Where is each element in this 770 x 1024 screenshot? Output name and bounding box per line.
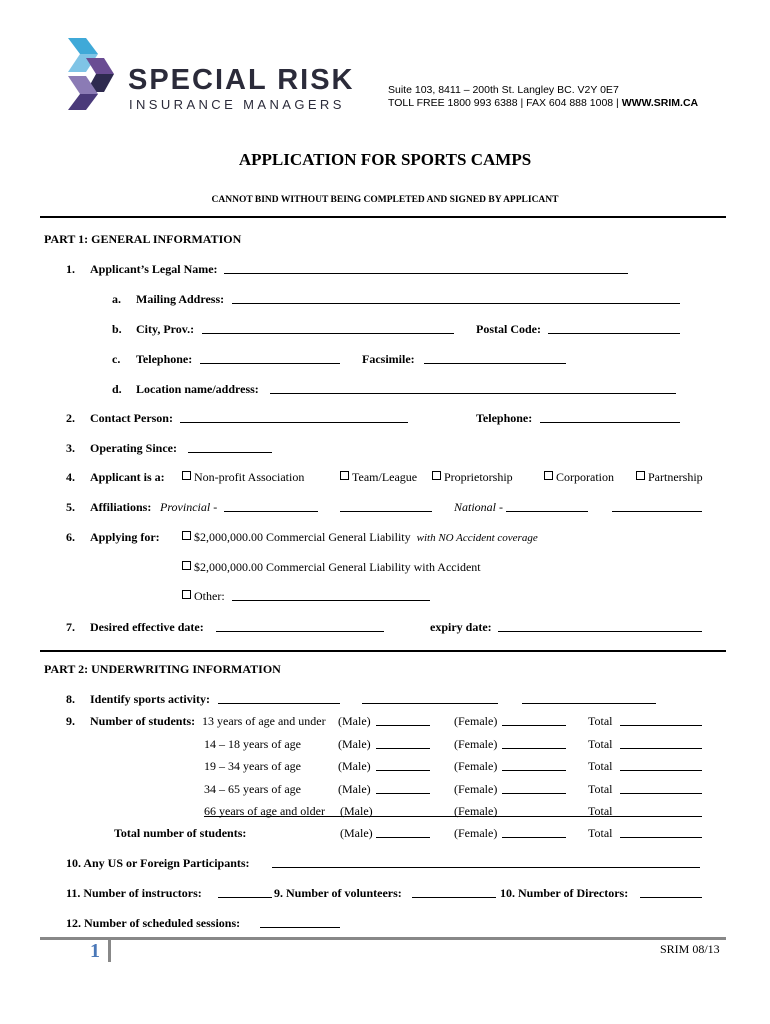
contact-telephone-field[interactable] bbox=[540, 422, 680, 423]
sports-activity-field-3[interactable] bbox=[522, 703, 656, 704]
cgl-no-accident-note: with NO Accident coverage bbox=[416, 532, 538, 544]
q8-label: Identify sports activity: bbox=[90, 692, 210, 706]
q1b-number: b. bbox=[112, 322, 122, 336]
location-field[interactable] bbox=[270, 393, 676, 394]
q9-number: 9. bbox=[66, 714, 75, 728]
cgl-accident-label: $2,000,000.00 Commercial General Liability with Accident bbox=[194, 560, 481, 574]
national-field[interactable] bbox=[506, 511, 588, 512]
option-team-label: Team/League bbox=[352, 470, 418, 484]
q1c-number: c. bbox=[112, 352, 121, 366]
age-row-label: 19 – 34 years of age bbox=[204, 759, 301, 773]
checkbox-icon[interactable] bbox=[340, 471, 349, 480]
q1d-number: d. bbox=[112, 382, 122, 396]
option-proprietorship-label: Proprietorship bbox=[444, 470, 513, 484]
q4-number: 4. bbox=[66, 470, 75, 484]
age-row-label: 13 years of age and under bbox=[202, 714, 326, 728]
checkbox-icon[interactable] bbox=[432, 471, 441, 480]
total-field[interactable] bbox=[620, 770, 702, 771]
directors-label: 10. Number of Directors: bbox=[500, 886, 629, 900]
facsimile-label: Facsimile: bbox=[362, 352, 415, 366]
option-team-league[interactable] bbox=[340, 470, 417, 485]
q2-number: 2. bbox=[66, 411, 75, 425]
male-field[interactable] bbox=[376, 748, 430, 749]
q1a-number: a. bbox=[112, 292, 121, 306]
option-corporation-label: Corporation bbox=[556, 470, 614, 484]
total-label: Total bbox=[588, 714, 613, 728]
option-partnership-label: Partnership bbox=[648, 470, 703, 484]
age-row-label: 34 – 65 years of age bbox=[204, 782, 301, 796]
grand-total-field[interactable] bbox=[620, 837, 702, 838]
option-cgl-no-accident[interactable] bbox=[182, 530, 538, 545]
total-field[interactable] bbox=[620, 725, 702, 726]
female-label: (Female) bbox=[454, 782, 498, 796]
female-label: (Female) bbox=[454, 826, 498, 840]
cgl-no-accident-label: $2,000,000.00 Commercial General Liability bbox=[194, 530, 411, 544]
checkbox-icon[interactable] bbox=[636, 471, 645, 480]
q7-number: 7. bbox=[66, 620, 75, 634]
q1a-label: Mailing Address: bbox=[136, 292, 225, 306]
instructors-field[interactable] bbox=[218, 897, 272, 898]
footer-rule bbox=[40, 937, 726, 940]
checkbox-icon[interactable] bbox=[182, 590, 191, 599]
q2-label: Contact Person: bbox=[90, 411, 173, 425]
option-other[interactable] bbox=[182, 589, 225, 604]
directors-field[interactable] bbox=[640, 897, 702, 898]
male-field[interactable] bbox=[376, 793, 430, 794]
option-cgl-accident[interactable] bbox=[182, 560, 481, 575]
female-label: (Female) bbox=[454, 737, 498, 751]
checkbox-icon[interactable] bbox=[182, 561, 191, 570]
provincial-label: Provincial - bbox=[160, 500, 218, 514]
company-subname: INSURANCE MANAGERS bbox=[129, 97, 345, 112]
page-number: 1 bbox=[90, 940, 100, 962]
volunteers-field[interactable] bbox=[412, 897, 496, 898]
page-subtitle: CANNOT BIND WITHOUT BEING COMPLETED AND SIGNED BY APPLICANT bbox=[211, 195, 559, 205]
total-field[interactable] bbox=[620, 793, 702, 794]
option-nonprofit-label: Non-profit Association bbox=[194, 470, 305, 484]
female-label: (Female) bbox=[454, 804, 498, 818]
q11-label: 11. Number of instructors: bbox=[66, 886, 202, 900]
male-label: (Male) bbox=[338, 737, 371, 751]
q6-label: Applying for: bbox=[90, 530, 160, 544]
sports-activity-field-2[interactable] bbox=[362, 703, 498, 704]
female-field[interactable] bbox=[502, 793, 566, 794]
part2-heading: PART 2: UNDERWRITING INFORMATION bbox=[44, 662, 281, 676]
checkbox-icon[interactable] bbox=[544, 471, 553, 480]
checkbox-icon[interactable] bbox=[182, 531, 191, 540]
other-field[interactable] bbox=[232, 600, 430, 601]
age-row-label: 66 years of age and older bbox=[204, 804, 325, 818]
facsimile-field[interactable] bbox=[424, 363, 566, 364]
age-row-label: 14 – 18 years of age bbox=[204, 737, 301, 751]
total-label: Total bbox=[588, 782, 613, 796]
option-proprietorship[interactable] bbox=[432, 470, 513, 485]
company-address: Suite 103, 8411 – 200th St. Langley BC. V2Y 0E7 bbox=[388, 84, 619, 96]
contact-person-field[interactable] bbox=[180, 422, 408, 423]
q3-number: 3. bbox=[66, 441, 75, 455]
legal-name-field[interactable] bbox=[224, 273, 628, 274]
company-logo-icon bbox=[60, 36, 122, 112]
q1c-label: Telephone: bbox=[136, 352, 193, 366]
male-label: (Male) bbox=[338, 782, 371, 796]
q1d-label: Location name/address: bbox=[136, 382, 259, 396]
company-name: SPECIAL RISK bbox=[128, 64, 355, 96]
divider bbox=[40, 650, 726, 652]
female-field[interactable] bbox=[502, 748, 566, 749]
male-label: (Male) bbox=[338, 759, 371, 773]
mailing-address-field[interactable] bbox=[232, 303, 680, 304]
provincial-field-2[interactable] bbox=[340, 511, 432, 512]
q9-label: Number of students: bbox=[90, 714, 196, 728]
part1-heading: PART 1: GENERAL INFORMATION bbox=[44, 232, 242, 246]
national-field-2[interactable] bbox=[612, 511, 702, 512]
page-title: APPLICATION FOR SPORTS CAMPS bbox=[238, 150, 532, 169]
option-partnership[interactable] bbox=[636, 470, 703, 485]
website-link[interactable]: WWW.SRIM.CA bbox=[621, 97, 699, 109]
checkbox-icon[interactable] bbox=[182, 471, 191, 480]
total-label: Total bbox=[588, 759, 613, 773]
q3-label: Operating Since: bbox=[90, 441, 177, 455]
option-nonprofit[interactable] bbox=[182, 470, 304, 485]
postal-code-label: Postal Code: bbox=[476, 322, 541, 336]
city-prov-field[interactable] bbox=[202, 333, 454, 334]
volunteers-label: 9. Number of volunteers: bbox=[274, 886, 402, 900]
q8-number: 8. bbox=[66, 692, 75, 706]
q12-label: 12. Number of scheduled sessions: bbox=[66, 916, 241, 930]
age-row-underline bbox=[204, 816, 702, 817]
q4-label: Applicant is a: bbox=[90, 470, 165, 484]
male-label: (Male) bbox=[338, 714, 371, 728]
q5-number: 5. bbox=[66, 500, 75, 514]
q5-label: Affiliations: bbox=[90, 500, 152, 514]
operating-since-field[interactable] bbox=[188, 452, 272, 453]
total-students-label: Total number of students: bbox=[114, 826, 247, 840]
expiry-date-label: expiry date: bbox=[430, 620, 492, 634]
female-field[interactable] bbox=[502, 725, 566, 726]
male-total-field[interactable] bbox=[376, 837, 430, 838]
total-label: Total bbox=[588, 826, 613, 840]
telephone-field[interactable] bbox=[200, 363, 340, 364]
scheduled-sessions-field[interactable] bbox=[260, 927, 340, 928]
company-contact bbox=[388, 97, 698, 109]
female-label: (Female) bbox=[454, 759, 498, 773]
effective-date-field[interactable] bbox=[216, 631, 384, 632]
q1-number: 1. bbox=[66, 262, 75, 276]
q10-label: 10. Any US or Foreign Participants: bbox=[66, 856, 250, 870]
female-label: (Female) bbox=[454, 714, 498, 728]
contact-telephone-label: Telephone: bbox=[476, 411, 533, 425]
male-field[interactable] bbox=[376, 770, 430, 771]
postal-code-field[interactable] bbox=[548, 333, 680, 334]
total-label: Total bbox=[588, 737, 613, 751]
option-corporation[interactable] bbox=[544, 470, 614, 485]
female-total-field[interactable] bbox=[502, 837, 566, 838]
expiry-date-field[interactable] bbox=[498, 631, 702, 632]
q6-number: 6. bbox=[66, 530, 75, 544]
foreign-participants-field[interactable] bbox=[272, 867, 700, 868]
male-field[interactable] bbox=[376, 725, 430, 726]
total-label: Total bbox=[588, 804, 613, 818]
form-code: SRIM 08/13 bbox=[660, 942, 720, 956]
q1b-label: City, Prov.: bbox=[136, 322, 195, 336]
male-label: (Male) bbox=[340, 804, 373, 818]
male-label: (Male) bbox=[340, 826, 373, 840]
q1-label: Applicant’s Legal Name: bbox=[90, 262, 218, 276]
footer-page-divider bbox=[108, 940, 111, 962]
provincial-field[interactable] bbox=[224, 511, 318, 512]
divider bbox=[40, 216, 726, 218]
contact-phone-fax: TOLL FREE 1800 993 6388 | FAX 604 888 1008 | bbox=[388, 97, 622, 109]
national-label: National - bbox=[454, 500, 504, 514]
other-label: Other: bbox=[194, 589, 225, 603]
q7-label: Desired effective date: bbox=[90, 620, 204, 634]
sports-activity-field-1[interactable] bbox=[218, 703, 340, 704]
total-field[interactable] bbox=[620, 748, 702, 749]
female-field[interactable] bbox=[502, 770, 566, 771]
